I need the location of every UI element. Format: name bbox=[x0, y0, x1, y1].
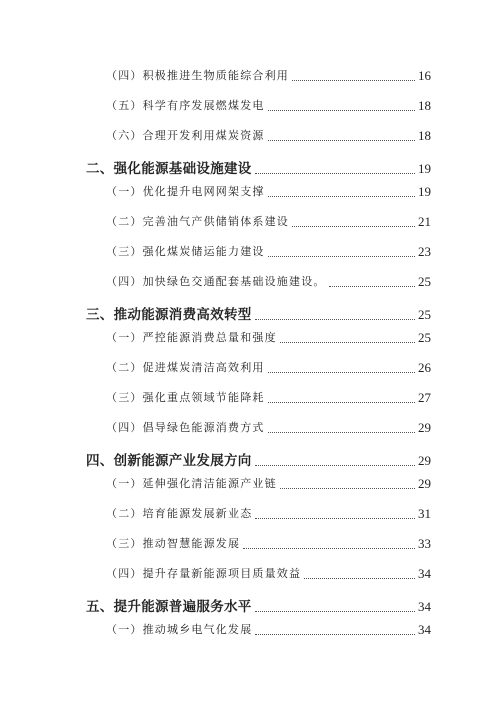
toc-entry[interactable] bbox=[106, 270, 431, 290]
toc-entry-label: （六）合理开发利用煤炭资源 bbox=[106, 129, 265, 142]
dot-leader bbox=[268, 196, 415, 197]
toc-chapter-label: 四、创新能源产业发展方向 bbox=[86, 453, 252, 469]
toc-entry[interactable] bbox=[106, 240, 431, 260]
toc-entry-page: 31 bbox=[418, 506, 431, 521]
toc-entry-page: 25 bbox=[418, 307, 431, 322]
dot-leader bbox=[292, 226, 415, 227]
dot-leader bbox=[255, 319, 415, 320]
toc-entry-label: （三）强化重点领域节能降耗 bbox=[106, 391, 265, 404]
dot-leader bbox=[329, 286, 415, 287]
toc-entry-label: （二）促进煤炭清洁高效利用 bbox=[106, 361, 265, 374]
dot-leader bbox=[268, 432, 415, 433]
toc-entry-page: 23 bbox=[418, 244, 431, 259]
toc-chapter-label: 二、强化能源基础设施建设 bbox=[86, 161, 252, 177]
toc-chapter-label: 三、推动能源消费高效转型 bbox=[86, 307, 252, 323]
toc-entry-page: 18 bbox=[418, 128, 431, 143]
toc-entry[interactable] bbox=[106, 64, 431, 84]
toc-entry-page: 19 bbox=[418, 184, 431, 199]
toc-entry[interactable] bbox=[106, 124, 431, 144]
toc-entry-page: 34 bbox=[418, 622, 431, 637]
toc-entry-label: （五）科学有序发展燃煤发电 bbox=[106, 99, 265, 112]
toc-entry-page: 27 bbox=[418, 390, 431, 405]
dot-leader bbox=[268, 256, 415, 257]
toc-entry[interactable] bbox=[106, 180, 431, 200]
toc-entry-page: 29 bbox=[418, 476, 431, 491]
toc-entry-label: （二）完善油气产供储销体系建设 bbox=[106, 215, 289, 228]
toc-chapter-entry[interactable] bbox=[86, 303, 431, 323]
toc-entry-label: （三）强化煤炭储运能力建设 bbox=[106, 245, 265, 258]
toc-entry[interactable] bbox=[106, 210, 431, 230]
toc-entry[interactable] bbox=[106, 502, 431, 522]
toc-entry-page: 29 bbox=[418, 453, 431, 468]
toc-entry-label: （一）严控能源消费总量和强度 bbox=[106, 331, 277, 344]
toc-entry-page: 34 bbox=[418, 566, 431, 581]
toc-entry-label: （四）提升存量新能源项目质量效益 bbox=[106, 567, 302, 580]
dot-leader bbox=[268, 372, 415, 373]
toc-chapter-label: 五、提升能源普遍服务水平 bbox=[86, 599, 252, 615]
toc-entry[interactable] bbox=[106, 94, 431, 114]
dot-leader bbox=[280, 342, 415, 343]
toc-entry-label: （四）加快绿色交通配套基础设施建设。 bbox=[106, 275, 326, 288]
toc-entry-page: 19 bbox=[418, 161, 431, 176]
dot-leader bbox=[280, 488, 415, 489]
toc-entry-page: 29 bbox=[418, 420, 431, 435]
toc-chapter-entry[interactable] bbox=[86, 449, 431, 469]
dot-leader bbox=[243, 548, 415, 549]
toc-entry[interactable] bbox=[106, 326, 431, 346]
toc-entry-label: （二）培育能源发展新业态 bbox=[106, 507, 253, 520]
toc-entry-page: 34 bbox=[418, 599, 431, 614]
dot-leader bbox=[268, 110, 415, 111]
dot-leader bbox=[292, 80, 415, 81]
dot-leader bbox=[268, 402, 415, 403]
toc-entry[interactable] bbox=[106, 386, 431, 406]
toc-entry-label: （四）积极推进生物质能综合利用 bbox=[106, 69, 289, 82]
toc-entry-page: 16 bbox=[418, 68, 431, 83]
dot-leader bbox=[304, 578, 415, 579]
toc-entry-page: 25 bbox=[418, 330, 431, 345]
toc-entry-label: （三）推动智慧能源发展 bbox=[106, 537, 241, 550]
toc-chapter-entry[interactable] bbox=[86, 157, 431, 177]
toc-entry-page: 26 bbox=[418, 360, 431, 375]
toc-entry-label: （一）推动城乡电气化发展 bbox=[106, 623, 253, 636]
toc-entry-page: 25 bbox=[418, 274, 431, 289]
toc-entry-label: （一）延伸强化清洁能源产业链 bbox=[106, 477, 277, 490]
dot-leader bbox=[255, 173, 415, 174]
toc-entry[interactable] bbox=[106, 532, 431, 552]
dot-leader bbox=[268, 140, 415, 141]
dot-leader bbox=[255, 634, 415, 635]
toc-entry[interactable] bbox=[106, 416, 431, 436]
toc-entry-label: （一）优化提升电网网架支撑 bbox=[106, 185, 265, 198]
toc-entry-page: 21 bbox=[418, 214, 431, 229]
toc-entry[interactable] bbox=[106, 618, 431, 638]
dot-leader bbox=[255, 518, 415, 519]
toc-entry-label: （四）倡导绿色能源消费方式 bbox=[106, 421, 265, 434]
toc-entry-page: 33 bbox=[418, 536, 431, 551]
toc-chapter-entry[interactable] bbox=[86, 595, 431, 615]
dot-leader bbox=[255, 465, 415, 466]
dot-leader bbox=[255, 611, 415, 612]
toc-entry-page: 18 bbox=[418, 98, 431, 113]
toc-entry[interactable] bbox=[106, 356, 431, 376]
toc-entry[interactable] bbox=[106, 562, 431, 582]
toc-entry[interactable] bbox=[106, 472, 431, 492]
